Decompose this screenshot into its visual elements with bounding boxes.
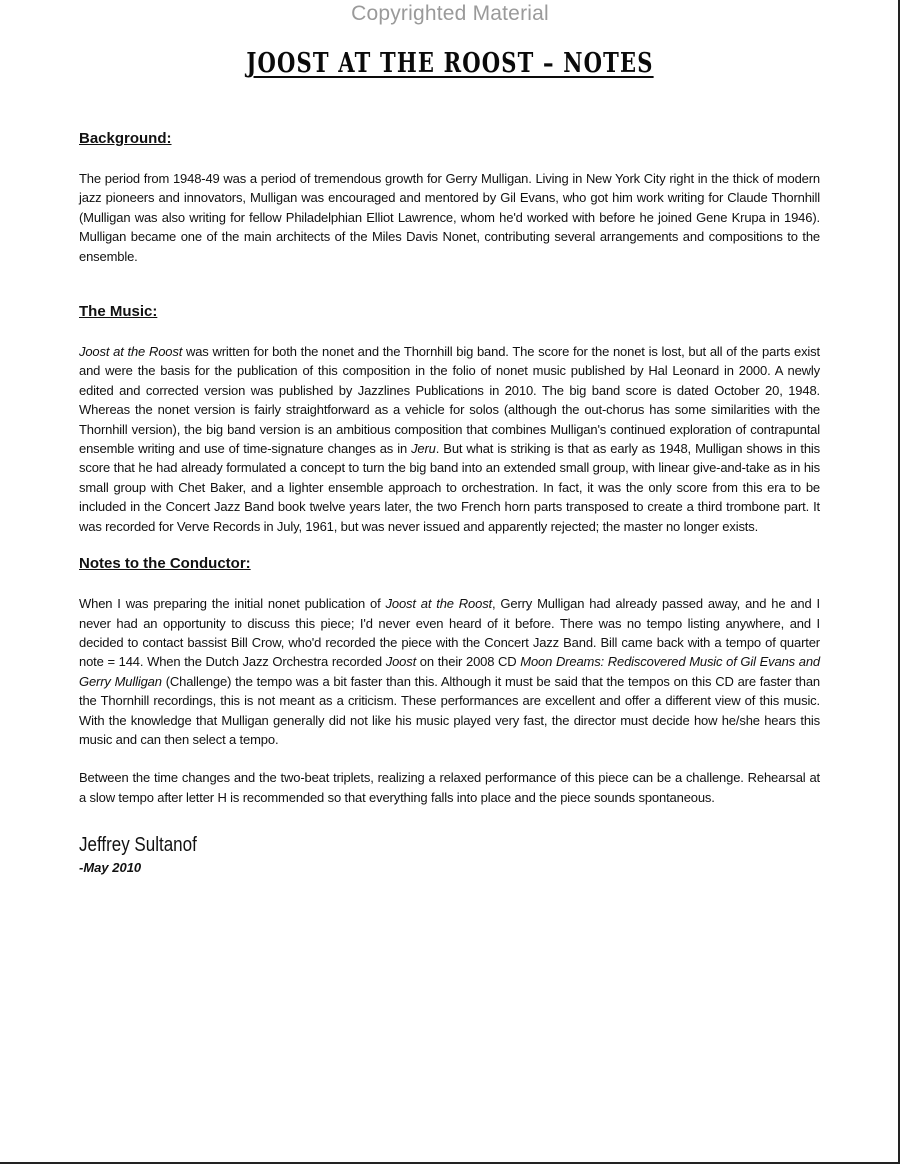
signature-date: -May 2010: [79, 860, 142, 876]
document-body: [79, 129, 820, 877]
conductor-p1-part2: , Gerry Mulligan had already passed away, and he and I never had an opportunity to discuss this piece; I'd never even heard of it before. There was no tempo listing anywhere, and I decided to contact bassist Bill Crow, who'd recorded the piece with the Concert Jazz Band. Bill came back with a tempo of quarter note = 144. When the Dutch Jazz Orchestra recorded: [79, 596, 820, 670]
signature-name: Jeffrey Sultanof: [79, 834, 197, 857]
conductor-paragraph-2: Between the time changes and the two-beat triplets, realizing a relaxed performance of this piece can be a challenge. Rehearsal at a slow tempo after letter H is recommended so that everything falls into place and the piece sounds spontaneous.: [79, 770, 820, 805]
conductor-p1-part3: on their 2008 CD: [416, 654, 521, 670]
conductor-p1-italic1: Joost at the Roost: [385, 596, 493, 612]
conductor-section: [79, 554, 820, 807]
conductor-p1-part4: (Challenge) the tempo was a bit faster than this. Although it must be said that the tempos on this CD are faster than the Thornhill recordings, this is not meant as a criticism. These performances are excellent and offer a different view of this music. With the knowledge that Mulligan generally did not like his music played very fast, the director must decide how he/she hears this music and can then select a tempo.: [79, 673, 820, 747]
background-section: [79, 129, 820, 266]
conductor-p1-italic2: Joost: [385, 654, 417, 670]
music-paragraph: [79, 342, 820, 536]
background-heading: Background:: [79, 130, 172, 147]
conductor-heading: Notes to the Conductor:: [79, 555, 251, 573]
piece-title-italic: Joost at the Roost: [79, 344, 183, 360]
music-text-part1: was written for both the nonet and the Thornhill big band. The score for the nonet is lost, but all of the parts exist and were the basis for the publication of this composition in the folio of nonet music published by Hal Leonard in 2000. A newly edited and corrected version was published by Jazzlines Publications in 2010. The big band score is dated October 20, 1948. Whereas the nonet version is fairly straightforward as a vehicle for solos (although the out-chorus has some similarities with the Thornhill version), the big band version is an ambitious composition that combines Mulligan's continued exploration of contrapuntal ensemble writing and use of time-signature changes as in: [79, 344, 820, 457]
jeru-italic: Jeru: [411, 441, 436, 457]
music-heading: The Music:: [79, 303, 158, 321]
conductor-paragraph-1: [79, 594, 820, 749]
music-section: [79, 302, 820, 536]
conductor-p1-part1: When I was preparing the initial nonet publication of: [79, 596, 386, 612]
conductor-p1-italic3: Moon Dreams: Rediscovered Music of Gil Evans and Gerry Mulligan: [79, 654, 820, 689]
copyright-watermark: Copyrighted Material: [351, 2, 549, 25]
music-text-part2: . But what is striking is that as early as 1948, Mulligan shows in this score that he had already formulated a concept to turn the big band into an extended small group, with linear give-and-take as in his small group with Chet Baker, and a lighter ensemble approach to orchestration. In fact, it was the only score from this era to be included in the Concert Jazz Band book twelve years later, the two French horn parts transposed to create a third trombone part. It was recorded for Verve Records in July, 1961, but was never issued and apparently rejected; the master no longer exists.: [79, 441, 820, 534]
page-title: JOOST AT THE ROOST – NOTES: [246, 48, 654, 79]
background-paragraph: The period from 1948-49 was a period of tremendous growth for Gerry Mulligan. Living in New York City right in the thick of modern jazz pioneers and innovators, Mulligan was encouraged and mentored by Gil Evans, who got him work writing for Claude Thornhill (Mulligan was also writing for fellow Philadelphian Elliot Lawrence, whom he'd worked with before he joined Gene Krupa in 1946). Mulligan became one of the main architects of the Miles Davis Nonet, contributing several arrangements and compositions to the ensemble.: [79, 171, 820, 264]
